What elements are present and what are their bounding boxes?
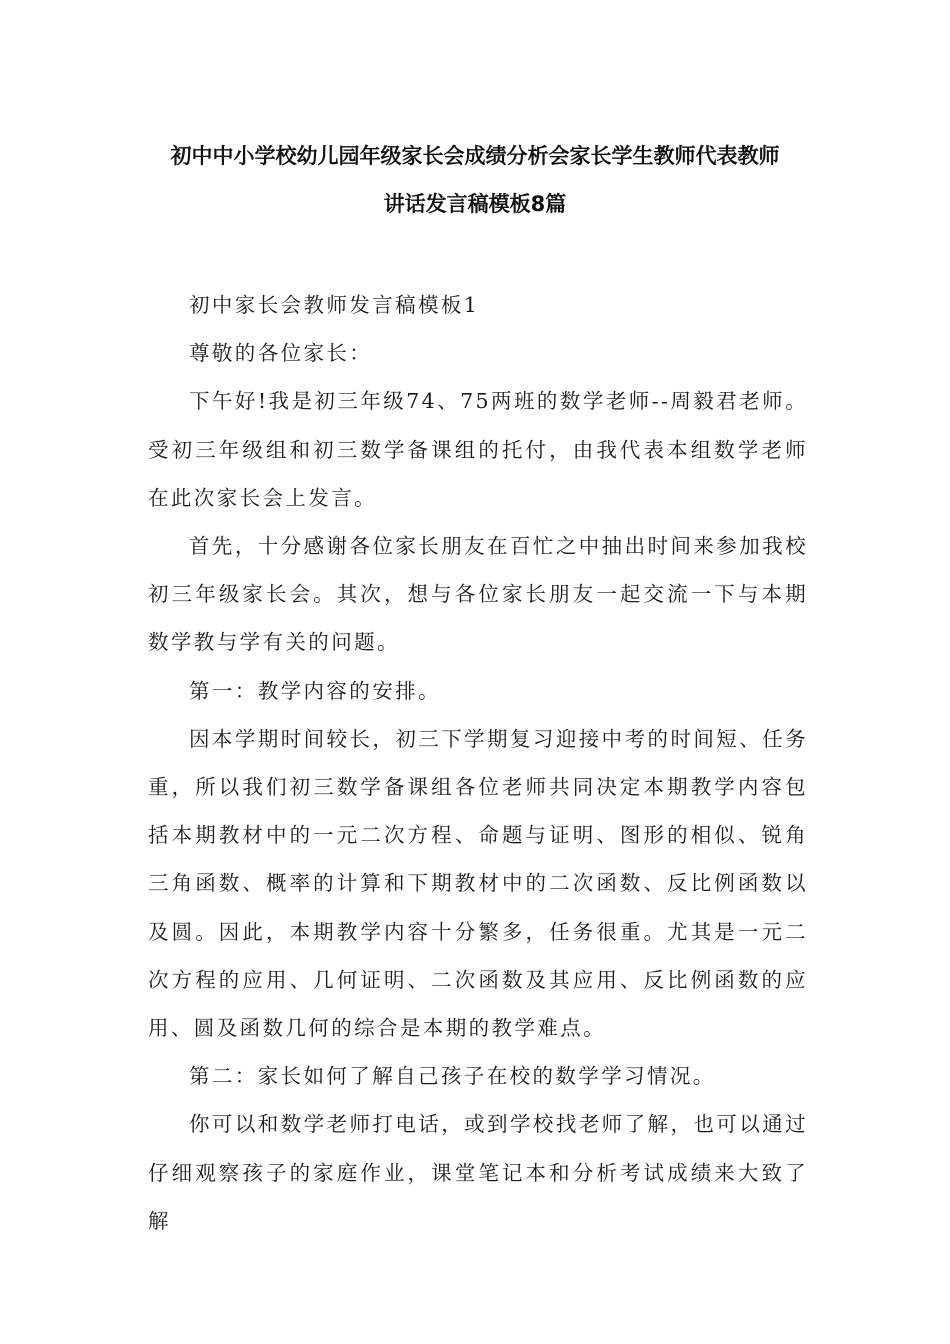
document-title-line-1: 初中中小学校幼儿园年级家长会成绩分析会家长学生教师代表教师 — [170, 144, 780, 168]
subheading-paragraph: 第二：家长如何了解自己孩子在校的数学学习情况。 — [189, 1064, 716, 1089]
salutation: 尊敬的各位家长： — [189, 341, 373, 366]
body-paragraph: 因本学期时间较长，初三下学期复习迎接中考的时间短、任务重，所以我们初三数学备课组各位老师共同决定本期教学内容包括本期教材中的一元二次方程、命题与证明、图形的相似、锐角三角函数、概率的计算和下期教材中的二次函数、反比例函数以及圆。因此，本期教学内容十分繁多，任务很重。尤其是一元二次方程的应用、几何证明、二次函数及其应用、反比例函数的应用、圆及函数几何的综合是本期的教学难点。 — [148, 726, 808, 1041]
body-paragraph: 你可以和数学老师打电话，或到学校找老师了解，也可以通过仔细观察孩子的家庭作业，课堂笔记本和分析考试成绩来大致了解 — [148, 1112, 808, 1233]
subheading-paragraph: 第一：教学内容的安排。 — [189, 678, 441, 703]
document-title-line-2: 讲话发言稿模板8篇 — [383, 192, 567, 216]
section-heading: 初中家长会教师发言稿模板1 — [189, 293, 480, 317]
body-paragraph: 下午好!我是初三年级74、75两班的数学老师--周毅君老师。受初三年级组和初三数学备课组的托付，由我代表本组数学老师在此次家长会上发言。 — [148, 389, 808, 510]
body-paragraph: 首先，十分感谢各位家长朋友在百忙之中抽出时间来参加我校初三年级家长会。其次，想与各位家长朋友一起交流一下与本期数学教与学有关的问题。 — [148, 534, 808, 655]
document-body — [148, 281, 808, 1245]
